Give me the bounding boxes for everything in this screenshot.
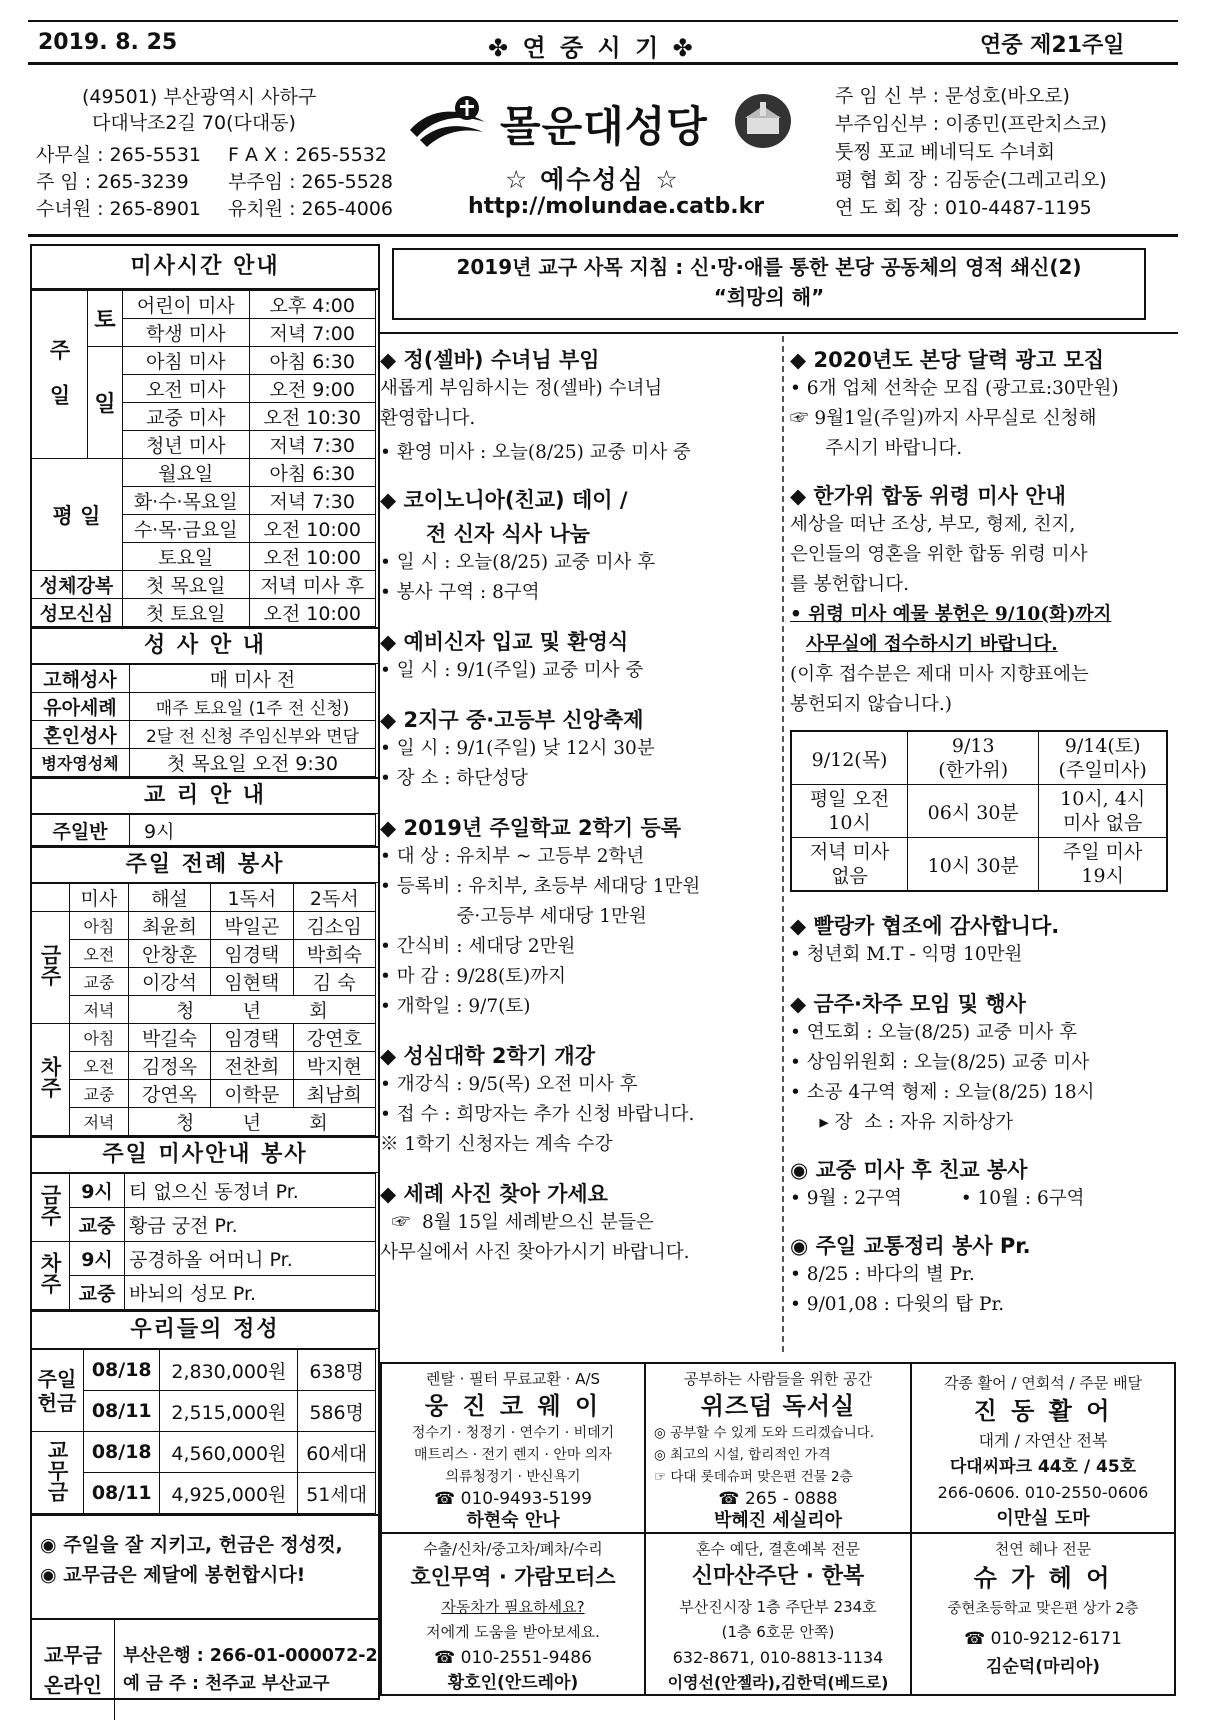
- mass-name: 월요일: [123, 459, 250, 487]
- liturgy-cell: 박일곤: [211, 912, 293, 940]
- text-line: • 장 소 : 하단성당: [380, 768, 528, 789]
- guide-mass: 교중: [70, 1276, 125, 1310]
- catechism-label: 주일반: [31, 815, 130, 846]
- ad-line: 중현초등학교 맞은편 상가 2층: [947, 1601, 1139, 1617]
- liturgy-cell: 이학문: [211, 1080, 293, 1108]
- catechism-value: 9시: [130, 815, 376, 846]
- mass-name: 오전 미사: [123, 375, 250, 403]
- ad-line: 의류청정기 · 반신욕기: [445, 1469, 581, 1485]
- schedule-cell: 10시, 4시 미사 없음: [1039, 785, 1167, 838]
- ad-phone: ☎ 010-2551-9486: [434, 1648, 592, 1668]
- sacrament-value: 매 미사 전: [130, 665, 376, 693]
- mass-schedule-table: [30, 290, 376, 627]
- ad-hanbok: [646, 1538, 910, 1694]
- text-line: (이후 접수분은 제대 미사 지향표에는: [790, 664, 1089, 685]
- mass-name: 첫 토요일: [123, 599, 250, 627]
- phone-row: [36, 169, 393, 196]
- liturgy-cell: 청 년 회: [128, 996, 375, 1024]
- ad-line: 266-0606. 010-2550-0606: [937, 1483, 1149, 1502]
- liturgy-cell: 박지현: [293, 1052, 375, 1080]
- schedule-header: 9/13 (한가위): [908, 731, 1039, 785]
- offering-count: 586명: [298, 1391, 376, 1432]
- text-line: ☞ 9월1일(주일)까지 사무실로 신청해: [790, 408, 1097, 429]
- text-line: 환영합니다.: [380, 408, 476, 429]
- ads-grid: [380, 1362, 1176, 1696]
- mass-name: 청년 미사: [123, 431, 250, 459]
- ad-contact: 황호인(안드레아): [447, 1673, 579, 1693]
- text-line: • 연도회 : 오늘(8/25) 교중 미사 후: [790, 1022, 1078, 1043]
- liturgy-header: 미사: [70, 884, 129, 912]
- text-line: ☞ 8월 15일 세례받으신 분들은: [380, 1212, 654, 1233]
- liturgy-cell: 임경택: [211, 940, 293, 968]
- ad-contact: 박혜진 세실리아: [714, 1510, 842, 1531]
- ad-contact: 이만실 도마: [996, 1508, 1090, 1529]
- staff-sisters: 툿찡 포교 베네딕도 수녀회: [835, 141, 1056, 163]
- text-line: 은인들의 영혼을 위한 합동 위령 미사: [790, 544, 1088, 565]
- text-line: • 개강식 : 9/5(목) 오전 미사 후: [380, 1074, 638, 1095]
- phone-fax: F A X : 265-5532: [228, 144, 387, 166]
- offering-count: 51세대: [298, 1473, 376, 1514]
- liturgy-cell: 전찬희: [211, 1052, 293, 1080]
- liturgical-week: 연중 제21주일: [980, 33, 1125, 58]
- ad-contact: 김순덕(마리아): [985, 1657, 1101, 1677]
- ad-header: 공부하는 사람들을 위한 공간: [683, 1370, 873, 1388]
- guide-table: [30, 1173, 376, 1310]
- text-line: • 청년회 M.T - 익명 10만원: [790, 944, 1023, 965]
- ad-line: 부산진시장 1층 주단부 234호: [679, 1598, 877, 1616]
- guide-value: 공경하올 어머니 Pr.: [125, 1242, 376, 1276]
- mass-time: 저녁 미사 후: [249, 571, 376, 599]
- text-line: • 마 감 : 9/28(토)까지: [380, 966, 567, 987]
- ad-hoin-motors: [382, 1538, 644, 1694]
- sunday-offering-label: 주일 헌금: [31, 1350, 84, 1432]
- liturgy-cell: 김 숙: [293, 968, 375, 996]
- church-building-icon: [735, 94, 791, 148]
- liturgy-header: 2독서: [293, 884, 375, 912]
- ad-name: 호인무역 · 가람모터스: [410, 1565, 616, 1589]
- text-line: 중·고등부 세대당 1만원: [380, 906, 647, 927]
- mass-time: 오후 4:00: [249, 291, 376, 319]
- issue-date: 2019. 8. 25: [38, 30, 178, 55]
- bank-info: [115, 1620, 378, 1720]
- guide-next-week-label: 차주: [31, 1242, 70, 1310]
- column-divider: [782, 336, 784, 1352]
- offering-amount: 4,560,000원: [160, 1432, 298, 1473]
- mass-time: 오전 10:00: [249, 515, 376, 543]
- church-logo: [405, 92, 495, 152]
- church-name: 몰운대성당: [500, 102, 708, 151]
- phone-row: [36, 196, 393, 223]
- header-bottom-rule: [28, 234, 1178, 237]
- liturgy-mass: 오전: [70, 940, 129, 968]
- text-line: 봉헌되지 않습니다.): [790, 694, 952, 715]
- liturgy-cell: 김소임: [293, 912, 375, 940]
- header-rule: [28, 62, 1178, 65]
- schedule-cell: 06시 30분: [908, 785, 1039, 838]
- mass-time: 오전 9:00: [249, 375, 376, 403]
- sacrament-title: 성 사 안 내: [32, 627, 378, 664]
- text-line: • 대 상 : 유치부 ~ 고등부 2학년: [380, 846, 645, 867]
- text-line: ※ 1학기 신청자는 계속 수강: [380, 1134, 613, 1155]
- sacrament-label: 유아세례: [31, 693, 130, 721]
- text-line: • 간식비 : 세대당 2만원: [380, 936, 576, 957]
- staff-list: [835, 82, 1107, 222]
- liturgy-header: 해설: [128, 884, 210, 912]
- offering-count: 638명: [298, 1350, 376, 1391]
- sacrament-value: 매주 토요일 (1주 전 신청): [130, 693, 376, 721]
- ad-line: ◎ 공부할 수 있게 도와 드리겠습니다.: [654, 1425, 875, 1441]
- guide-value: 바뇌의 성모 Pr.: [125, 1276, 376, 1310]
- text-line: • 9월 : 2구역 • 10월 : 6구역: [790, 1188, 1085, 1209]
- ad-line: 저에게 도움을 받아보세요.: [426, 1623, 600, 1641]
- liturgy-cell: 강연호: [293, 1024, 375, 1052]
- text-line: • 상임위원회 : 오늘(8/25) 교중 미사: [790, 1052, 1090, 1073]
- offering-amount: 2,830,000원: [160, 1350, 298, 1391]
- text-line: • 8/25 : 바다의 별 Pr.: [790, 1264, 975, 1285]
- staff-prayer: 연 도 회 장 : 010-4487-1195: [835, 197, 1092, 219]
- mass-schedule-title: 미사시간 안내: [32, 246, 378, 290]
- ad-phone: ☎ 010-9493-5199: [434, 1489, 592, 1509]
- liturgy-mass: 저녁: [70, 996, 129, 1024]
- text-line: 사무실에서 사진 찾아가시기 바랍니다.: [380, 1242, 690, 1263]
- ad-line: 다대씨파크 44호 / 45호: [949, 1457, 1137, 1477]
- ad-name: 진 동 활 어: [973, 1397, 1113, 1425]
- notice-line: ◉ 교무금은 제달에 봉헌합시다!: [40, 1564, 306, 1586]
- mass-name: 교중 미사: [123, 403, 250, 431]
- guide-value: 티 없으신 동정녀 Pr.: [125, 1174, 376, 1208]
- pastoral-banner: [392, 248, 1146, 320]
- ad-line: ☞ 다대 롯데슈퍼 맞은편 건물 2층: [654, 1469, 853, 1485]
- liturgy-cell: 최윤희: [128, 912, 210, 940]
- liturgy-mass: 저녁: [70, 1108, 129, 1136]
- marian-label: 성모신심: [31, 599, 123, 627]
- section-koinonia-sub: 전 신자 식사 나눔: [426, 522, 590, 546]
- bank-account: 부산은행 : 266-01-000072-2: [123, 1646, 378, 1666]
- section-memorial-mass: ◆ 한가위 합동 위령 미사 안내: [790, 484, 1066, 508]
- ad-sugar-hair: [912, 1538, 1174, 1678]
- ad-phone: ☎ 265 - 0888: [718, 1489, 838, 1509]
- liturgy-title: 주일 전례 봉사: [32, 846, 378, 883]
- offering-notice: [32, 1514, 378, 1618]
- saturday-label: 토: [88, 291, 123, 347]
- mass-name: 아침 미사: [123, 347, 250, 375]
- sacrament-label: 혼인성사: [31, 721, 130, 749]
- top-rule: [28, 20, 1178, 22]
- section-calendar-ad: ◆ 2020년도 본당 달력 광고 모집: [790, 348, 1105, 372]
- sacrament-value: 첫 목요일 오전 9:30: [130, 749, 376, 777]
- online-label-line: 교무금: [44, 1643, 102, 1667]
- online-label-line: 온라인: [44, 1673, 102, 1697]
- address: [82, 84, 316, 136]
- ad-header: 천연 헤나 전문: [994, 1540, 1092, 1558]
- text-line: • 환영 미사 : 오늘(8/25) 교중 미사 중: [380, 442, 691, 463]
- text-line: 를 봉헌합니다.: [790, 574, 909, 595]
- offering-date: 08/11: [84, 1473, 160, 1514]
- this-week-label: 금주: [31, 912, 70, 1024]
- ad-line: 매트리스 · 전기 렌지 · 안마 의자: [414, 1447, 612, 1463]
- liturgy-cell: 최남희: [293, 1080, 375, 1108]
- middle-column: [380, 334, 780, 1268]
- ad-phone: 632-8671, 010-8813-1134: [672, 1648, 884, 1667]
- mass-time: 오전 10:00: [249, 599, 376, 627]
- banner-line: 2019년 교구 사목 지침 : 신·망·애를 통한 본당 공동체의 영적 쇄신(2): [456, 255, 1082, 279]
- text-line: 새롭게 부임하시는 정(셀바) 수녀님: [380, 378, 663, 399]
- catechism-title: 교 리 안 내: [32, 777, 378, 814]
- liturgy-mass: 아침: [70, 912, 129, 940]
- text-line: • 일 시 : 9/1(주일) 교중 미사 중: [380, 660, 644, 681]
- liturgy-table: [30, 883, 376, 1136]
- text-line: • 봉사 구역 : 8구역: [380, 582, 540, 603]
- sunday-day-label: 일: [88, 347, 123, 459]
- guide-mass: 9시: [70, 1174, 125, 1208]
- text-line: • 일 시 : 9/1(주일) 낮 12시 30분: [380, 738, 655, 759]
- liturgy-cell: 임현택: [211, 968, 293, 996]
- ad-line: 정수기 · 청정기 · 연수기 · 비데기: [411, 1425, 615, 1441]
- liturgy-cell: 김정옥: [128, 1052, 210, 1080]
- right-column: [790, 334, 1175, 1320]
- online-label: [32, 1620, 115, 1720]
- section-sunday-school: ◆ 2019년 주일학교 2학기 등록: [380, 816, 682, 840]
- schedule-cell: 주일 미사 19시: [1039, 838, 1167, 892]
- text-line: • 일 시 : 오늘(8/25) 교중 미사 후: [380, 552, 656, 573]
- liturgy-cell: 안창훈: [128, 940, 210, 968]
- ad-phone: ☎ 010-9212-6171: [964, 1629, 1122, 1649]
- guide-mass: 9시: [70, 1242, 125, 1276]
- address-line: 다대낙조2길 70(다대동): [92, 112, 296, 134]
- sacrament-label: 고해성사: [31, 665, 130, 693]
- account-holder: 예 금 주 : 천주교 부산교구: [123, 1674, 330, 1694]
- mass-time: 오전 10:30: [249, 403, 376, 431]
- ad-line: 자동차가 필요하세요?: [441, 1598, 585, 1616]
- ad-name: 신마산주단 · 한복: [691, 1564, 865, 1589]
- address-line: (49501) 부산광역시 사하구: [82, 86, 317, 108]
- liturgy-mass: 교중: [70, 1080, 129, 1108]
- offering-table: [30, 1349, 376, 1514]
- section-koinonia: ◆ 코이노니아(친교) 데이 /: [380, 488, 628, 512]
- ad-name: 위즈덤 독서실: [700, 1392, 856, 1420]
- ad-contact: 하현숙 안나: [466, 1510, 560, 1531]
- liturgy-mass: 오전: [70, 1052, 129, 1080]
- offering-title: 우리들의 정성: [32, 1310, 378, 1349]
- schedule-cell: 10시 30분: [908, 838, 1039, 892]
- mass-name: 학생 미사: [123, 319, 250, 347]
- ad-name: 슈 가 헤 어: [973, 1564, 1113, 1592]
- liturgical-season: ✤ 연 중 시 기 ✤: [488, 34, 696, 62]
- left-column: [30, 244, 380, 1700]
- banner-line: “희망의 해”: [713, 285, 825, 309]
- parish-motto: ☆ 예수성심 ☆: [505, 165, 680, 194]
- weekday-label: 평 일: [31, 459, 123, 571]
- text-line: • 접 수 : 희망자는 추가 신청 바랍니다.: [380, 1104, 695, 1125]
- text-line: • 위령 미사 예물 봉헌은 9/10(화)까지: [790, 604, 1112, 625]
- benediction-label: 성체강복: [31, 571, 123, 599]
- staff-pastor: 주 임 신 부 : 문성호(바오로): [835, 85, 1070, 107]
- liturgy-corner: [31, 884, 70, 912]
- phone-assistant: 부주임 : 265-5528: [228, 171, 394, 193]
- text-line: • 9/01,08 : 다윗의 탑 Pr.: [790, 1294, 1005, 1315]
- liturgy-cell: 임경택: [211, 1024, 293, 1052]
- next-week-label: 차주: [31, 1024, 70, 1136]
- liturgy-mass: 아침: [70, 1024, 129, 1052]
- mass-time: 오전 10:00: [249, 543, 376, 571]
- ad-line: (1층 6호문 안쪽): [721, 1623, 835, 1641]
- sacrament-value: 2달 전 신청 주임신부와 면담: [130, 721, 376, 749]
- mass-name: 어린이 미사: [123, 291, 250, 319]
- ad-contact: 이영선(안젤라),김한덕(베드로): [667, 1673, 889, 1692]
- text-line: ▸ 장 소 : 자유 지하상가: [790, 1112, 1014, 1133]
- section-thanks: ◆ 빨랑카 협조에 감사합니다.: [790, 914, 1060, 938]
- section-fellowship: ◉ 교중 미사 후 친교 봉사: [790, 1158, 1028, 1182]
- guide-title: 주일 미사안내 봉사: [32, 1136, 378, 1173]
- guide-this-week-label: 금주: [31, 1174, 70, 1242]
- phone-pastor: 주 임 : 265-3239: [36, 171, 189, 193]
- parish-due-label: 교무금: [31, 1432, 84, 1514]
- section-youth-festival: ◆ 2지구 중·고등부 신앙축제: [380, 708, 644, 732]
- offering-date: 08/18: [84, 1350, 160, 1391]
- ad-line: ◎ 최고의 시설, 합리적인 가격: [654, 1447, 831, 1463]
- liturgy-cell: 이강석: [128, 968, 210, 996]
- offering-date: 08/18: [84, 1432, 160, 1473]
- online-payment: [32, 1618, 378, 1720]
- liturgy-cell: 박희숙: [293, 940, 375, 968]
- contact-phones: [36, 142, 393, 223]
- offering-amount: 2,515,000원: [160, 1391, 298, 1432]
- catechism-table: [30, 814, 376, 846]
- mass-name: 토요일: [123, 543, 250, 571]
- schedule-header: 9/12(목): [791, 731, 908, 785]
- ad-header: 각종 활어 / 연회석 / 주문 배달: [943, 1374, 1143, 1392]
- mass-name: 화·수·목요일: [123, 487, 250, 515]
- liturgy-header: 1독서: [211, 884, 293, 912]
- section-nun-appointment: ◆ 정(셀바) 수녀님 부임: [380, 348, 600, 372]
- text-line: • 개학일 : 9/7(토): [380, 996, 531, 1017]
- liturgy-cell: 박길숙: [128, 1024, 210, 1052]
- ad-wisdom: [646, 1368, 910, 1532]
- mass-time: 저녁 7:00: [249, 319, 376, 347]
- mass-time: 아침 6:30: [249, 459, 376, 487]
- ad-name: 웅 진 코 웨 이: [424, 1392, 602, 1420]
- offering-date: 08/11: [84, 1391, 160, 1432]
- ad-jindong: [912, 1368, 1174, 1532]
- guide-value: 황금 궁전 Pr.: [125, 1208, 376, 1242]
- text-line: • 등록비 : 유치부, 초등부 세대당 1만원: [380, 876, 701, 897]
- staff-council: 평 협 회 장 : 김동순(그레고리오): [835, 169, 1107, 191]
- text-line: 세상을 떠난 조상, 부모, 형제, 친지,: [790, 514, 1076, 535]
- ad-line: 대게 / 자연산 전복: [978, 1431, 1108, 1450]
- schedule-cell: 평일 오전 10시: [791, 785, 908, 838]
- liturgy-cell: 청 년 회: [128, 1108, 375, 1136]
- sunday-label: 주 일: [31, 291, 88, 459]
- phone-office: 사무실 : 265-5531: [36, 144, 202, 166]
- mass-time: 아침 6:30: [249, 347, 376, 375]
- section-sacred-heart-college: ◆ 성심대학 2학기 개강: [380, 1044, 595, 1068]
- ad-header: 수출/신차/중고차/폐차/수리: [423, 1540, 603, 1558]
- text-line: 사무실에 접수하시기 바랍니다.: [806, 634, 1058, 655]
- schedule-cell: 저녁 미사 없음: [791, 838, 908, 892]
- sacrament-table: [30, 664, 376, 777]
- text-line: • 소공 4구역 형제 : 오늘(8/25) 18시: [790, 1082, 1095, 1103]
- phone-kindergarten: 유치원 : 265-4006: [228, 198, 394, 220]
- ad-coway: [382, 1368, 644, 1532]
- ads-hdivider: [382, 1532, 1174, 1534]
- liturgy-mass: 교중: [70, 968, 129, 996]
- mass-name: 수·목·금요일: [123, 515, 250, 543]
- section-traffic: ◉ 주일 교통정리 봉사 Pr.: [790, 1234, 1031, 1258]
- guide-mass: 교중: [70, 1208, 125, 1242]
- memorial-schedule-table: [790, 730, 1168, 892]
- mass-time: 저녁 7:30: [249, 487, 376, 515]
- mass-name: 첫 목요일: [123, 571, 250, 599]
- ad-header: 혼수 예단, 결혼예복 전문: [696, 1540, 860, 1558]
- offering-count: 60세대: [298, 1432, 376, 1473]
- section-catechumen: ◆ 예비신자 입교 및 환영식: [380, 630, 629, 654]
- staff-assistant: 부주임신부 : 이종민(프란치스코): [835, 113, 1107, 135]
- mass-time: 저녁 7:30: [249, 431, 376, 459]
- schedule-header: 9/14(토) (주일미사): [1039, 731, 1167, 785]
- text-line: • 6개 업체 선착순 모집 (광고료:30만원): [790, 378, 1119, 399]
- ad-header: 렌탈 · 필터 무료교환 · A/S: [425, 1370, 601, 1388]
- phone-convent: 수녀원 : 265-8901: [36, 198, 202, 220]
- sacrament-label: 병자영성체: [31, 749, 130, 777]
- parish-url[interactable]: http://molundae.catb.kr: [468, 194, 765, 219]
- section-events: ◆ 금주·차주 모임 및 행사: [790, 992, 1026, 1016]
- text-line: 주시기 바랍니다.: [790, 438, 963, 459]
- phone-row: [36, 142, 393, 169]
- notice-line: ◉ 주일을 잘 지키고, 헌금은 정성껏,: [40, 1534, 343, 1556]
- section-baptism-photo: ◆ 세례 사진 찾아 가세요: [380, 1182, 608, 1206]
- liturgy-cell: 강연옥: [128, 1080, 210, 1108]
- offering-amount: 4,925,000원: [160, 1473, 298, 1514]
